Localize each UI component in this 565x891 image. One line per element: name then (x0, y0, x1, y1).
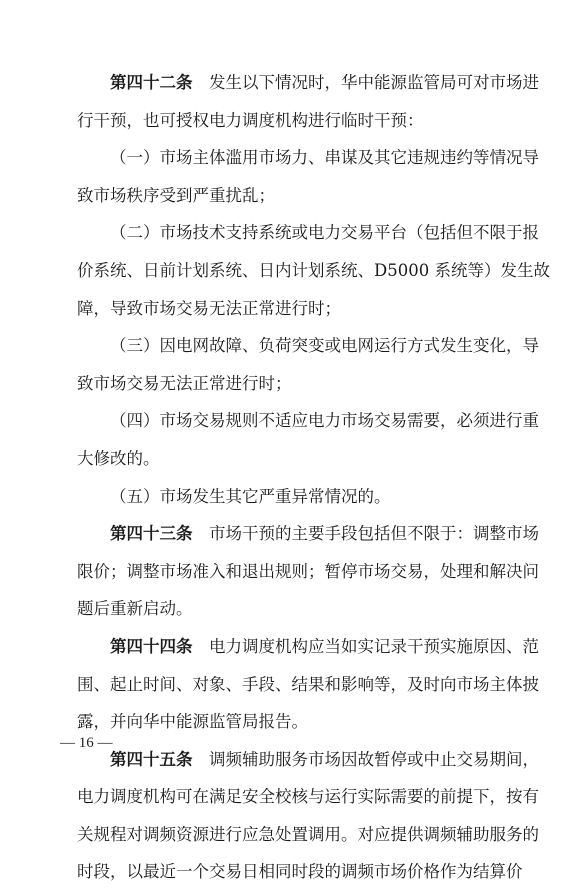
article-43-text-1: 市场干预的主要手段包括但不限于：调整市场 (209, 524, 539, 544)
article-42-item-5-line-1: （五）市场发生其它严重异常情况的。 (110, 486, 391, 506)
article-42-item-3-line-1: （三）因电网故障、负荷突变或电网运行方式发生变化，导 (110, 336, 539, 356)
document-body (77, 64, 550, 891)
article-42-heading: 第四十二条 (110, 73, 193, 92)
article-42-item-2-line-1: （二）市场技术支持系统或电力交易平台（包括但不限于报 (110, 223, 539, 243)
page-number: — 16 — (60, 735, 113, 751)
article-45-line-1 (77, 741, 539, 779)
article-45-line-4: 时段，以最近一个交易日相同时段的调频市场价格作为结算价 (77, 862, 523, 882)
article-44-line-3: 露，并向华中能源监管局报告。 (77, 712, 308, 732)
article-45-heading: 第四十五条 (110, 749, 193, 769)
article-45-line-2: 电力调度机构可在满足安全校核与运行实际需要的前提下，按有 (77, 787, 539, 807)
article-42-line-1 (77, 64, 539, 102)
article-43-line-1 (77, 515, 539, 553)
article-42-item-2-line-3: 障，导致市场交易无法正常进行时； (77, 298, 341, 318)
article-42-text-1: 发生以下情况时，华中能源监管局可对市场进 (209, 73, 539, 92)
article-42-item-1-line-1: （一）市场主体滥用市场力、串谋及其它违规违约等情况导 (110, 148, 539, 168)
article-44-line-2: 围、起止时间、对象、手段、结果和影响等，及时向市场主体披 (77, 674, 539, 694)
article-42-item-4-line-2: 大修改的。 (77, 448, 160, 468)
article-43-line-3: 题后重新启动。 (77, 599, 193, 619)
article-44-line-1 (77, 628, 539, 666)
article-42-item-2-line-2: 价系统、日前计划系统、日内计划系统、D5000 系统等）发生故 (77, 260, 550, 280)
article-45-text-1: 调频辅助服务市场因故暂停或中止交易期间， (209, 749, 539, 769)
article-43-heading: 第四十三条 (110, 524, 193, 544)
article-45-line-3: 关规程对调频资源进行应急处置调用。对应提供调频辅助服务的 (77, 824, 539, 844)
article-42-item-1-line-2: 致市场秩序受到严重扰乱； (77, 185, 275, 205)
article-42-line-2: 行干预，也可授权电力调度机构进行临时干预： (77, 110, 424, 130)
article-43-line-2: 限价；调整市场准入和退出规则；暂停市场交易，处理和解决问 (77, 561, 539, 581)
article-44-heading: 第四十四条 (110, 636, 193, 656)
article-44-text-1: 电力调度机构应当如实记录干预实施原因、范 (209, 636, 539, 656)
article-42-item-3-line-2: 致市场交易无法正常进行时； (77, 373, 292, 393)
article-42-item-4-line-1: （四）市场交易规则不适应电力市场交易需要，必须进行重 (110, 411, 539, 431)
